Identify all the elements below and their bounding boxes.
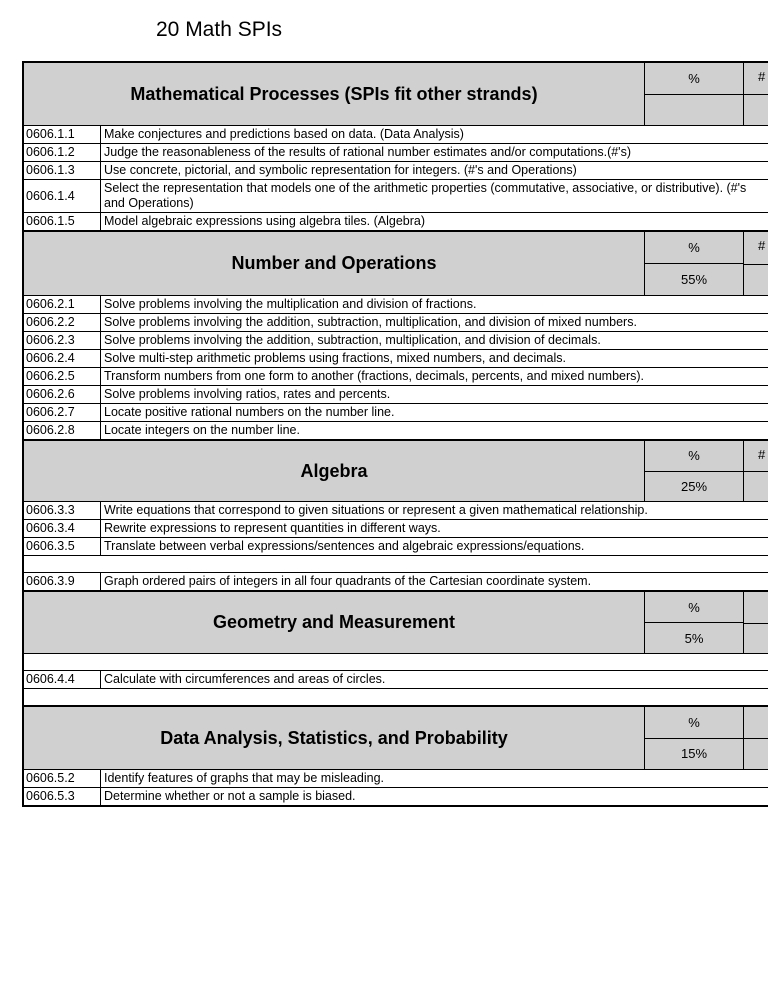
section-data-analysis	[24, 707, 768, 805]
table-row	[24, 180, 768, 213]
section-number-and-operations	[24, 232, 768, 441]
spi-description: Translate between verbal expressions/sentences and algebraic expressions/equations.	[104, 539, 585, 553]
count-label: #	[758, 447, 766, 462]
spi-description: Make conjectures and predictions based on data. (Data Analysis)	[104, 127, 464, 141]
count-column	[743, 63, 768, 125]
percent-label: %	[645, 707, 743, 739]
spi-code: 0606.2.1	[24, 296, 101, 313]
percent-column	[644, 63, 743, 125]
spi-description: Solve problems involving the addition, subtraction, multiplication, and division of decimals.	[104, 333, 601, 347]
percent-column	[644, 232, 743, 295]
section-geometry-and-measurement	[24, 592, 768, 707]
section-title: Mathematical Processes (SPIs fit other strands)	[130, 83, 538, 104]
count-label: #	[758, 238, 766, 253]
spi-description: Solve multi-step arithmetic problems using fractions, mixed numbers, and decimals.	[104, 351, 566, 365]
spi-description: Solve problems involving ratios, rates and percents.	[104, 387, 391, 401]
spi-code: 0606.5.3	[24, 788, 101, 805]
spi-description: Graph ordered pairs of integers in all four quadrants of the Cartesian coordinate system.	[104, 574, 592, 588]
spi-table	[22, 61, 768, 807]
spi-description	[100, 689, 768, 705]
percent-value: 15%	[680, 746, 708, 762]
spi-description	[100, 556, 768, 572]
table-row	[24, 126, 768, 144]
spi-code: 0606.3.9	[24, 573, 101, 590]
spi-code: 0606.5.2	[24, 770, 101, 787]
table-row	[24, 404, 768, 422]
count-column	[743, 592, 768, 653]
spi-code: 0606.2.8	[24, 422, 101, 439]
table-row	[24, 502, 768, 520]
spi-code: 0606.2.5	[24, 368, 101, 385]
table-row	[24, 296, 768, 314]
table-row	[24, 770, 768, 788]
spi-code: 0606.1.3	[24, 162, 101, 179]
percent-value: 25%	[680, 478, 708, 494]
table-row	[24, 520, 768, 538]
spi-description: Solve problems involving the multiplication and division of fractions.	[104, 297, 477, 311]
table-row	[24, 144, 768, 162]
spi-description: Select the representation that models one of the arithmetic properties (commutative, associative, or distributive). (#'s and Operations)	[104, 181, 747, 210]
spi-description: Transform numbers from one form to another (fractions, decimals, percents, and mixed numbers).	[104, 369, 645, 383]
section-title: Data Analysis, Statistics, and Probability	[160, 727, 508, 748]
spi-code: 0606.4.4	[24, 671, 101, 688]
count-label: #	[758, 69, 766, 84]
spi-description: Locate integers on the number line.	[104, 423, 300, 437]
spi-code: 0606.1.2	[24, 144, 101, 161]
count-column	[743, 707, 768, 769]
table-row	[24, 368, 768, 386]
section-header	[24, 707, 768, 770]
spi-description	[100, 654, 768, 670]
percent-column	[644, 441, 743, 501]
percent-label: %	[645, 232, 743, 264]
spi-code: 0606.1.1	[24, 126, 101, 143]
spi-description: Rewrite expressions to represent quantities in different ways.	[104, 521, 441, 535]
percent-column	[644, 707, 743, 769]
table-row	[24, 573, 768, 590]
table-row	[24, 538, 768, 556]
spi-description: Identify features of graphs that may be misleading.	[104, 771, 385, 785]
spi-code: 0606.2.2	[24, 314, 101, 331]
spi-code: 0606.3.5	[24, 538, 101, 555]
spi-description: Write equations that correspond to given situations or represent a given mathematical relationship.	[104, 503, 648, 517]
section-header	[24, 441, 768, 502]
spi-code	[24, 689, 100, 705]
percent-value: 55%	[680, 272, 708, 287]
section-header	[24, 592, 768, 654]
count-column	[743, 441, 768, 501]
spi-code: 0606.2.3	[24, 332, 101, 349]
spi-description: Calculate with circumferences and areas of circles.	[104, 672, 386, 686]
table-row	[24, 350, 768, 368]
spi-code: 0606.2.6	[24, 386, 101, 403]
section-title: Number and Operations	[231, 253, 437, 273]
section-header	[24, 232, 768, 296]
spi-description: Solve problems involving the addition, subtraction, multiplication, and division of mixed numbers.	[104, 315, 637, 329]
table-row	[24, 671, 768, 689]
count-column	[743, 232, 768, 295]
section-mathematical-processes	[24, 63, 768, 232]
spi-description: Use concrete, pictorial, and symbolic representation for integers. (#'s and Operations)	[104, 163, 577, 177]
section-header	[24, 63, 768, 126]
section-algebra	[24, 441, 768, 592]
percent-value: 5%	[684, 630, 704, 646]
spi-code: 0606.1.5	[24, 213, 101, 230]
percent-label: %	[645, 63, 743, 95]
percent-label: %	[645, 441, 743, 472]
spi-description: Judge the reasonableness of the results of rational number estimates and/or computations.(#'s)	[104, 145, 631, 159]
spi-code: 0606.3.3	[24, 502, 101, 519]
table-row-empty	[24, 654, 768, 671]
spi-description: Model algebraic expressions using algebra tiles. (Algebra)	[104, 214, 426, 228]
percent-label: %	[645, 592, 743, 623]
table-row	[24, 788, 768, 805]
spi-description: Locate positive rational numbers on the number line.	[104, 405, 395, 419]
section-title: Algebra	[300, 460, 368, 481]
spi-code	[24, 654, 100, 670]
section-title: Geometry and Measurement	[212, 612, 456, 632]
table-row	[24, 422, 768, 439]
spi-code: 0606.2.4	[24, 350, 101, 367]
table-row	[24, 213, 768, 230]
table-row	[24, 332, 768, 350]
percent-value	[645, 95, 743, 126]
table-row	[24, 314, 768, 332]
spi-code: 0606.2.7	[24, 404, 101, 421]
spi-code: 0606.3.4	[24, 520, 101, 537]
percent-column	[644, 592, 743, 653]
table-row	[24, 162, 768, 180]
table-row-empty	[24, 556, 768, 573]
spi-description: Determine whether or not a sample is biased.	[104, 789, 356, 803]
table-row-empty	[24, 689, 768, 705]
spi-code	[24, 556, 100, 572]
page-title: 20 Math SPIs	[156, 18, 283, 41]
table-row	[24, 386, 768, 404]
spi-code: 0606.1.4	[24, 180, 101, 212]
